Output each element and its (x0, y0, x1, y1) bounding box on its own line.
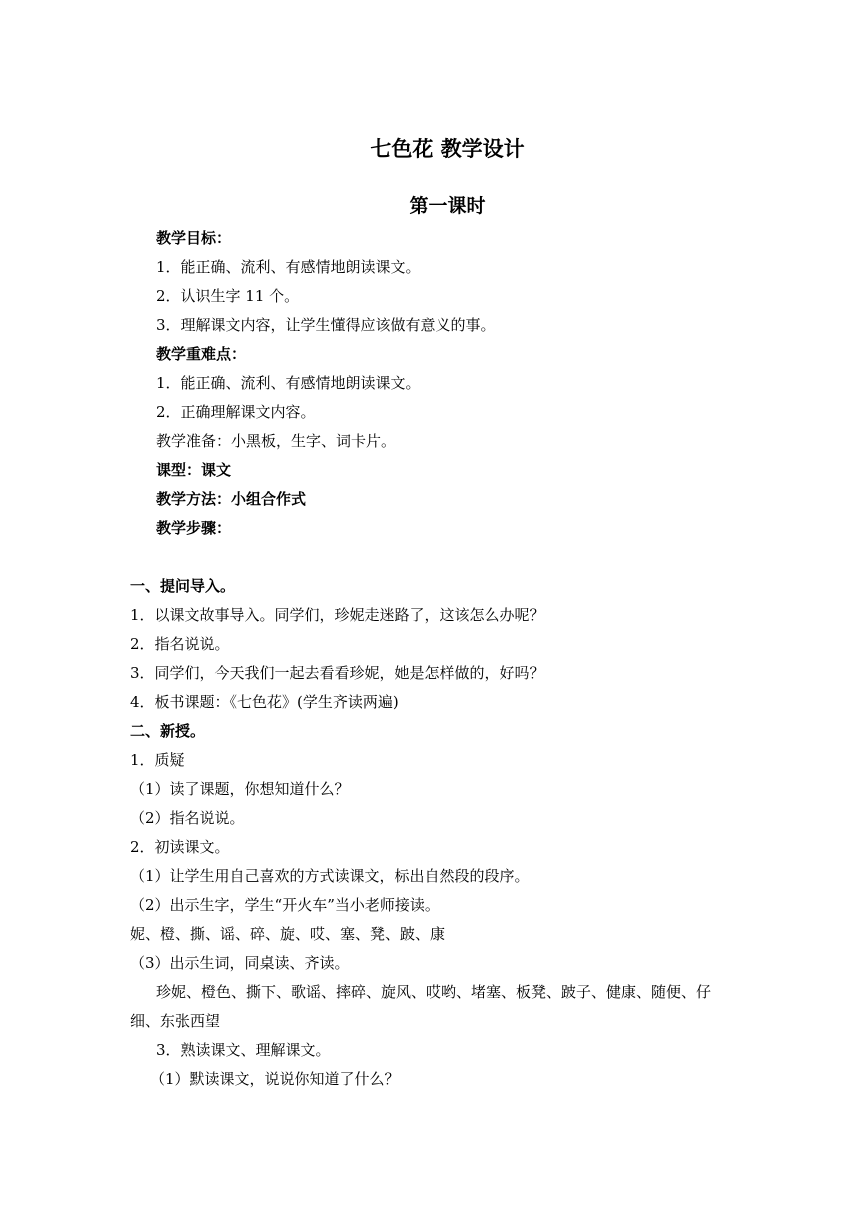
understanding-heading: 3．熟读课文、理解课文。 (156, 1041, 331, 1059)
lesson-type: 课型：课文 (156, 461, 232, 479)
blank-line (130, 543, 740, 572)
objective-item: 1．能正确、流利、有感情地朗读课文。 (156, 258, 421, 276)
key-point-item: 2．正确理解课文内容。 (156, 403, 316, 421)
first-reading-item: （1）让学生用自己喜欢的方式读课文，标出自然段的段序。 (130, 867, 530, 885)
document-subtitle: 第一课时 (409, 195, 486, 217)
key-points-heading: 教学重难点： (156, 345, 247, 363)
new-words-heading: （3）出示生词，同桌读、齐读。 (130, 954, 350, 972)
objective-item: 2．认识生字 11 个。 (156, 287, 300, 305)
key-point-item: 1．能正确、流利、有感情地朗读课文。 (156, 374, 421, 392)
question-heading: 1．质疑 (130, 751, 185, 769)
section1-item: 1．以课文故事导入。同学们，珍妮走迷路了，这该怎么办呢？ (130, 606, 545, 624)
understanding-item: （1）默读课文，说说你知道了什么？ (150, 1070, 400, 1088)
first-reading-item: （2）出示生字，学生“开火车”当小老师接读。 (130, 896, 440, 914)
first-reading-heading: 2．初读课文。 (130, 838, 230, 856)
preparation: 教学准备：小黑板，生字、词卡片。 (156, 432, 397, 450)
question-item: （1）读了课题，你想知道什么？ (130, 780, 350, 798)
section2-heading: 二、新授。 (130, 722, 206, 740)
section1-item: 3．同学们，今天我们一起去看看珍妮，她是怎样做的，好吗？ (130, 664, 545, 682)
teaching-method: 教学方法：小组合作式 (156, 490, 307, 508)
objectives-heading: 教学目标： (156, 229, 232, 247)
document-body (130, 224, 740, 1094)
section1-heading: 一、提问导入。 (130, 577, 236, 595)
section1-item: 2．指名说说。 (130, 635, 230, 653)
objective-item: 3．理解课文内容，让学生懂得应该做有意义的事。 (156, 316, 496, 334)
document-title: 七色花 教学设计 (370, 137, 525, 161)
section1-item: 4．板书课题：《七色花》(学生齐读两遍) (130, 693, 399, 711)
question-item: （2）指名说说。 (130, 809, 245, 827)
new-words-list: 珍妮、橙色、撕下、歌谣、摔碎、旋风、哎哟、堵塞、板凳、跛子、健康、随便、仔细、东张西望 (130, 983, 712, 1030)
new-characters: 妮、橙、撕、谣、碎、旋、哎、塞、凳、跛、康 (130, 925, 446, 943)
steps-heading: 教学步骤： (156, 519, 232, 537)
